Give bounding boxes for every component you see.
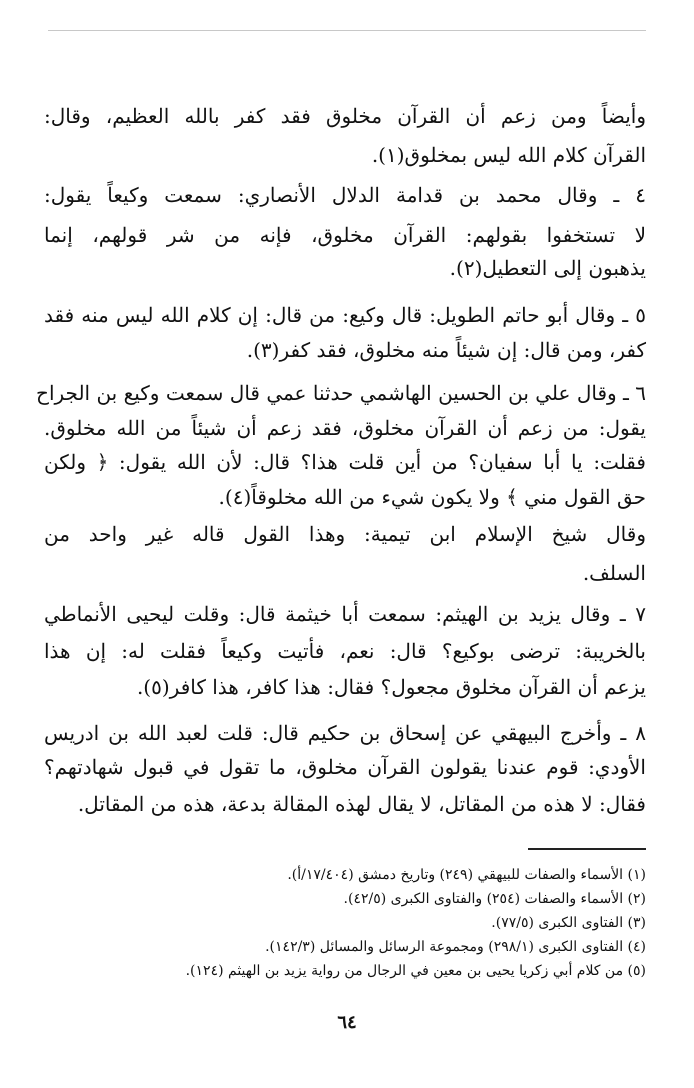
text-line: كفر، ومن قال: إن شيئاً منه مخلوق، فقد كفر(٣).: [246, 338, 646, 362]
footnote: (٣) الفتاوى الكبرى (٧٧/٥).: [491, 915, 646, 931]
footnote: (٢) الأسماء والصفات (٢٥٤) والفتاوى الكبرى (٤٢/٥).: [343, 891, 646, 907]
text-line: وقال شيخ الإسلام ابن تيمية: وهذا القول قاله غير واحد من: [44, 522, 646, 546]
text-line: القرآن كلام الله ليس بمخلوق(١).: [371, 143, 646, 167]
footnote: (٥) من كلام أبي زكريا يحيى بن معين في الرجال من رواية يزيد بن الهيثم (١٢٤).: [185, 963, 646, 979]
text-line: يقول: من زعم أن القرآن مخلوق، فقد زعم أن شيئاً من الله مخلوق.: [44, 416, 646, 440]
text-line: يزعم أن القرآن مخلوق مجعول؟ فقال: هذا كافر، هذا كافر(٥).: [136, 675, 646, 699]
text-line: بالخريبة: ترضى بوكيع؟ قال: نعم، فأتيت وكيعاً فقلت له: إن هذا: [44, 639, 646, 663]
text-line: ٦ ـ وقال علي بن الحسين الهاشمي حدثنا عمي قال سمعت وكيع بن الجراح: [36, 381, 646, 405]
page-number: ٦٤: [337, 1012, 357, 1033]
footnote: (٤) الفتاوى الكبرى (٢٩٨/١) ومجموعة الرسائل والمسائل (١٤٢/٣).: [265, 939, 646, 955]
text-line: لا تستخفوا بقولهم: القرآن مخلوق، فإنه من شر قولهم، إنما: [44, 223, 646, 247]
footnote: (١) الأسماء والصفات للبيهقي (٢٤٩) وتاريخ دمشق (١٧/٤٠٤/أ).: [287, 867, 646, 883]
text-line: الأودي: قوم عندنا يقولون القرآن مخلوق، ما تقول في قبول شهادتهم؟: [44, 755, 646, 779]
footnote-separator: [528, 848, 646, 850]
text-line: ٥ ـ وقال أبو حاتم الطويل: قال وكيع: من قال: إن كلام الله ليس منه فقد: [44, 303, 646, 327]
text-line: السلف.: [582, 561, 646, 585]
text-line: وأيضاً ومن زعم أن القرآن مخلوق فقد كفر بالله العظيم، وقال:: [44, 104, 646, 128]
text-line: يذهبون إلى التعطيل(٢).: [449, 256, 646, 280]
text-line: ٧ ـ وقال يزيد بن الهيثم: سمعت أبا خيثمة قال: وقلت ليحيى الأنماطي: [44, 602, 646, 626]
text-line: ٨ ـ وأخرج البيهقي عن إسحاق بن حكيم قال: قلت لعبد الله بن ادريس: [44, 721, 646, 745]
text-line: حق القول مني ﴾ ولا يكون شيء من الله مخلوقاً(٤).: [218, 485, 646, 509]
top-scan-edge: [48, 30, 646, 31]
text-line: ٤ ـ وقال محمد بن قدامة الدلال الأنصاري: سمعت وكيعاً يقول:: [44, 183, 646, 207]
text-line: فقلت: يا أبا سفيان؟ من أين قلت هذا؟ قال: لأن الله يقول: ﴿ ولكن: [44, 450, 646, 474]
text-line: فقال: لا هذه من المقاتل، لا يقال لهذه المقالة بدعة، هذه من المقاتل.: [77, 792, 646, 816]
